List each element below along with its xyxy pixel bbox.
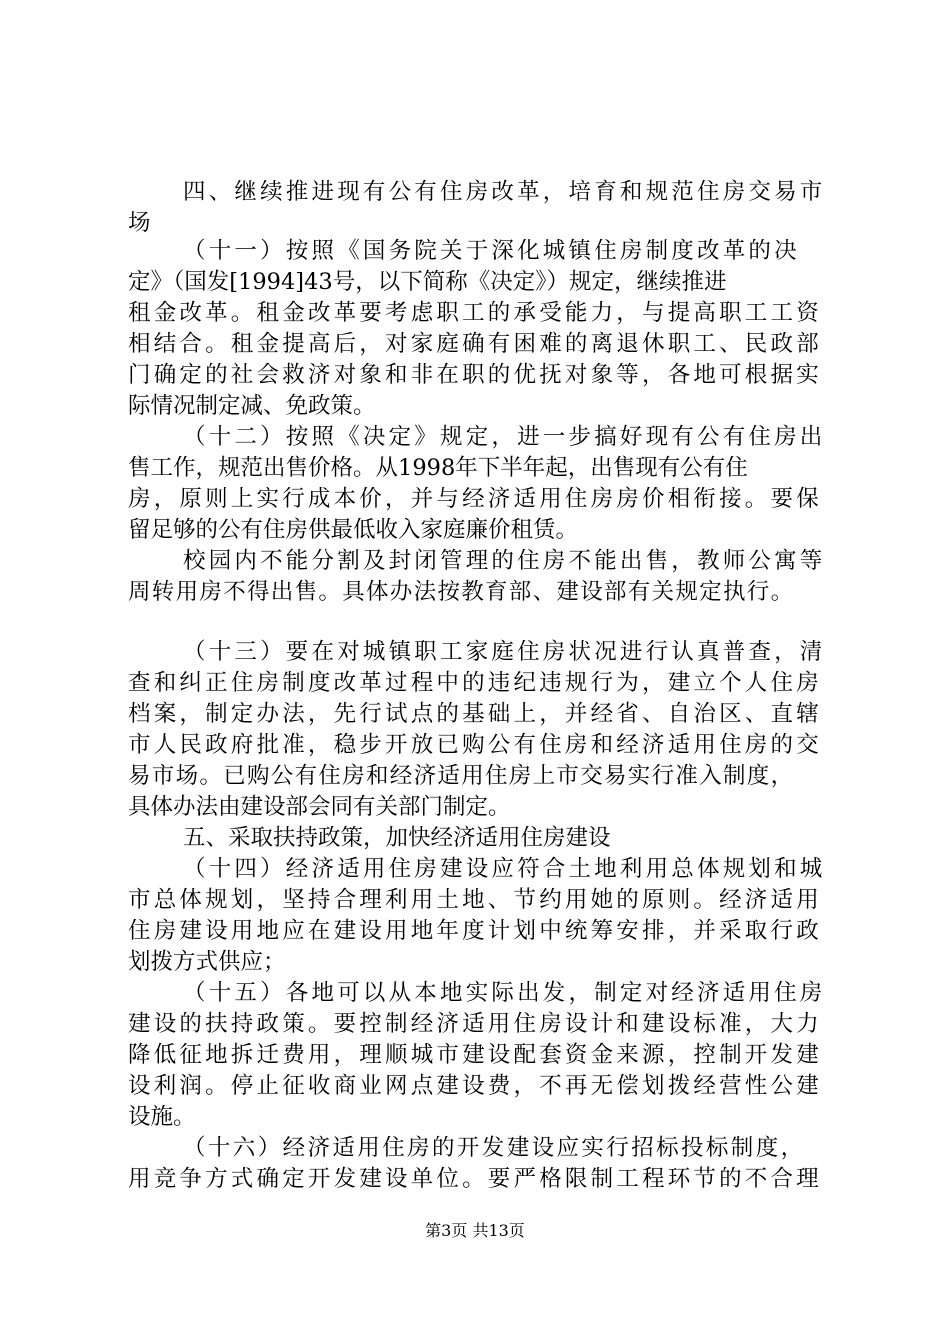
text-line: 留足够的公有住房供最低收入家庭廉价租赁。 [128, 517, 579, 543]
text-line: 设施。 [128, 1104, 196, 1130]
text-line: 降低征地拆迁费用，理顺城市建设配套资金来源，控制开发建 [128, 1042, 822, 1068]
text-line: 市人民政府批准，稳步开放已购公有住房和经济适用住房的交 [128, 732, 822, 758]
text-line: 查和纠正住房制度改革过程中的违纪违规行为，建立个人住房 [128, 670, 822, 696]
text-line: （十二）按照《决定》规定，进一步搞好现有公有住房出 [183, 424, 826, 450]
text-line: 校园内不能分割及封闭管理的住房不能出售，教师公寓等 [183, 548, 826, 574]
text-line: 周转用房不得出售。具体办法按教育部、建设部有关规定执行。 [128, 579, 795, 605]
text-line: 建设的扶持政策。要控制经济适用住房设计和建设标准，大力 [128, 1011, 822, 1037]
text-line: 定》（国发[1994]43号，以下简称《决定》）规定，继续推进 [128, 269, 727, 295]
text-line: 易市场。已购公有住房和经济适用住房上市交易实行准入制度， [128, 763, 795, 789]
text-line: 具体办法由建设部会同有关部门制定。 [128, 794, 511, 820]
text-line: （十一）按照《国务院关于深化城镇住房制度改革的决 [183, 238, 800, 264]
text-line: 设利润。停止征收商业网点建设费，不再无偿划拨经营性公建 [128, 1073, 822, 1099]
text-line: （十五）各地可以从本地实际出发，制定对经济适用住房 [183, 980, 826, 1006]
text-line: 门确定的社会救济对象和非在职的优抚对象等，各地可根据实 [128, 362, 822, 388]
text-line: 售工作，规范出售价格。从1998年下半年起，出售现有公有住 [128, 455, 748, 481]
text-line: 住房建设用地应在建设用地年度计划中统筹安排，并采取行政 [128, 918, 822, 944]
text-line: 五、采取扶持政策，加快经济适用住房建设 [183, 825, 611, 851]
text-line: 际情况制定减、免政策。 [128, 393, 376, 419]
text-line: 用竞争方式确定开发建设单位。要严格限制工程环节的不合理 [128, 1166, 822, 1192]
text-line: 市总体规划，坚持合理利用土地、节约用她的原则。经济适用 [128, 887, 822, 913]
text-line: 租金改革。租金改革要考虑职工的承受能力，与提高职工工资 [128, 300, 822, 326]
text-line: （十三）要在对城镇职工家庭住房状况进行认真普查，清 [183, 639, 826, 665]
page-footer: 第3页 共13页 [425, 1221, 525, 1240]
text-line: （十四）经济适用住房建设应符合土地利用总体规划和城 [183, 856, 826, 882]
text-line: 房，原则上实行成本价，并与经济适用住房房价相衔接。要保 [128, 486, 822, 512]
text-line: 四、继续推进现有公有住房改革，培育和规范住房交易市 [183, 179, 826, 205]
text-line: 场 [128, 210, 151, 236]
text-line: 档案，制定办法，先行试点的基础上，并经省、自治区、直辖 [128, 701, 822, 727]
text-line: （十六）经济适用住房的开发建设应实行招标投标制度， [183, 1135, 806, 1161]
text-line: 划拨方式供应； [128, 949, 286, 975]
text-line: 相结合。租金提高后，对家庭确有困难的离退休职工、民政部 [128, 331, 822, 357]
